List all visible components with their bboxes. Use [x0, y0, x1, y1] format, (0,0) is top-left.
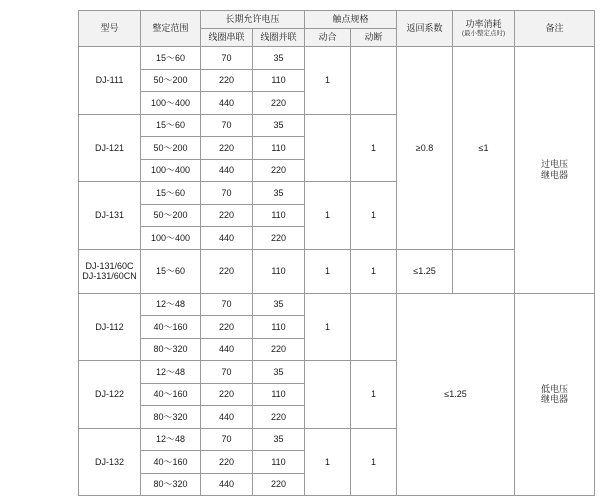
- coil-parallel-voltage: 220: [253, 92, 305, 115]
- remark-over-voltage-line2: 继电器: [541, 169, 569, 180]
- coil-parallel-voltage: 110: [253, 316, 305, 339]
- contact-break-count: 1: [351, 249, 397, 293]
- setting-range: 15～60: [141, 249, 201, 293]
- remark-over-voltage: [515, 47, 595, 294]
- coil-parallel-voltage: 35: [253, 114, 305, 137]
- coil-series-voltage: 70: [201, 114, 253, 137]
- coil-series-voltage: 220: [201, 137, 253, 160]
- header-return-coefficient: 返回系数: [397, 11, 453, 47]
- coil-parallel-voltage: 110: [253, 249, 305, 293]
- coil-parallel-voltage: 220: [253, 473, 305, 496]
- contact-make-count: [305, 114, 351, 182]
- contact-break-count: 1: [351, 361, 397, 429]
- contact-make-count: 1: [305, 47, 351, 115]
- coil-series-voltage: 220: [201, 451, 253, 474]
- header-coil-parallel: 线圈并联: [253, 29, 305, 47]
- coil-parallel-voltage: 110: [253, 69, 305, 92]
- model-dj-112: DJ-112: [79, 293, 141, 361]
- power-consumption-dj-131-60c: ≤1.25: [397, 249, 453, 293]
- setting-range: 50～200: [141, 69, 201, 92]
- contact-make-count: [305, 361, 351, 429]
- header-remark: 备注: [515, 11, 595, 47]
- coil-series-voltage: 70: [201, 47, 253, 70]
- table-header-row-1: [79, 11, 595, 29]
- model-dj-121: DJ-121: [79, 114, 141, 182]
- remark-low-voltage-line1: 低电压: [541, 383, 569, 394]
- setting-range: 12～48: [141, 293, 201, 316]
- setting-range: 40～160: [141, 316, 201, 339]
- contact-break-count: [351, 47, 397, 115]
- setting-range: 100～400: [141, 159, 201, 182]
- contact-make-count: 1: [305, 428, 351, 496]
- setting-range: 80～320: [141, 473, 201, 496]
- coil-parallel-voltage: 35: [253, 361, 305, 384]
- contact-make-count: 1: [305, 249, 351, 293]
- setting-range: 50～200: [141, 137, 201, 160]
- header-setting-range: 整定范围: [141, 11, 201, 47]
- setting-range: 15～60: [141, 182, 201, 205]
- coil-parallel-voltage: 220: [253, 338, 305, 361]
- coil-parallel-voltage: 35: [253, 47, 305, 70]
- remark-low-voltage: [515, 293, 595, 496]
- coil-parallel-voltage: 35: [253, 293, 305, 316]
- relay-spec-table: [78, 10, 595, 496]
- model-dj-132: DJ-132: [79, 428, 141, 496]
- contact-break-count: 1: [351, 114, 397, 182]
- contact-break-count: [351, 293, 397, 361]
- coil-series-voltage: 220: [201, 249, 253, 293]
- setting-range: 80～320: [141, 338, 201, 361]
- coil-parallel-voltage: 110: [253, 383, 305, 406]
- model-dj-131-60c: [79, 249, 141, 293]
- table-row: [79, 47, 595, 70]
- remark-low-voltage-line2: 继电器: [541, 394, 569, 405]
- coil-series-voltage: 70: [201, 182, 253, 205]
- setting-range: 80～320: [141, 406, 201, 429]
- header-long-term-voltage: 长期允许电压: [201, 11, 305, 29]
- setting-range: 40～160: [141, 383, 201, 406]
- coil-series-voltage: 220: [201, 69, 253, 92]
- contact-break-count: 1: [351, 428, 397, 496]
- header-contact-spec: 触点规格: [305, 11, 397, 29]
- setting-range: 100～400: [141, 227, 201, 250]
- coil-series-voltage: 440: [201, 473, 253, 496]
- model-dj-131-60cn-line2: DJ-131/60CN: [82, 271, 137, 281]
- setting-range: 15～60: [141, 47, 201, 70]
- header-power-consumption-note: (最小整定点时): [461, 30, 506, 38]
- header-contact-make: 动合: [305, 29, 351, 47]
- setting-range: 15～60: [141, 114, 201, 137]
- return-coefficient-low-voltage: ≤1.25: [397, 293, 515, 496]
- coil-parallel-voltage: 35: [253, 428, 305, 451]
- coil-parallel-voltage: 110: [253, 204, 305, 227]
- coil-series-voltage: 440: [201, 92, 253, 115]
- coil-series-voltage: 440: [201, 406, 253, 429]
- model-dj-131-60c-line1: DJ-131/60C: [85, 260, 134, 271]
- header-power-consumption: [453, 11, 515, 47]
- header-model: 型号: [79, 11, 141, 47]
- contact-break-count: 1: [351, 182, 397, 250]
- setting-range: 40～160: [141, 451, 201, 474]
- coil-parallel-voltage: 110: [253, 451, 305, 474]
- coil-series-voltage: 70: [201, 361, 253, 384]
- header-power-consumption-main: 功率消耗: [465, 19, 502, 30]
- coil-parallel-voltage: 110: [253, 137, 305, 160]
- coil-series-voltage: 220: [201, 316, 253, 339]
- coil-series-voltage: 440: [201, 159, 253, 182]
- model-dj-111: DJ-111: [79, 47, 141, 115]
- coil-series-voltage: 440: [201, 338, 253, 361]
- coil-series-voltage: 220: [201, 383, 253, 406]
- coil-parallel-voltage: 220: [253, 406, 305, 429]
- model-dj-131: DJ-131: [79, 182, 141, 250]
- coil-parallel-voltage: 220: [253, 159, 305, 182]
- setting-range: 12～48: [141, 428, 201, 451]
- model-dj-122: DJ-122: [79, 361, 141, 429]
- coil-parallel-voltage: 220: [253, 227, 305, 250]
- power-consumption-over-voltage: ≤1: [453, 47, 515, 250]
- setting-range: 50～200: [141, 204, 201, 227]
- contact-make-count: 1: [305, 293, 351, 361]
- remark-over-voltage-line1: 过电压: [541, 159, 569, 170]
- contact-make-count: 1: [305, 182, 351, 250]
- table-row: [79, 293, 595, 316]
- header-contact-break: 动断: [351, 29, 397, 47]
- setting-range: 12～48: [141, 361, 201, 384]
- coil-parallel-voltage: 35: [253, 182, 305, 205]
- setting-range: 100～400: [141, 92, 201, 115]
- header-coil-series: 线圈串联: [201, 29, 253, 47]
- return-coefficient-over-voltage: ≥0.8: [397, 47, 453, 250]
- coil-series-voltage: 70: [201, 428, 253, 451]
- coil-series-voltage: 220: [201, 204, 253, 227]
- coil-series-voltage: 440: [201, 227, 253, 250]
- coil-series-voltage: 70: [201, 293, 253, 316]
